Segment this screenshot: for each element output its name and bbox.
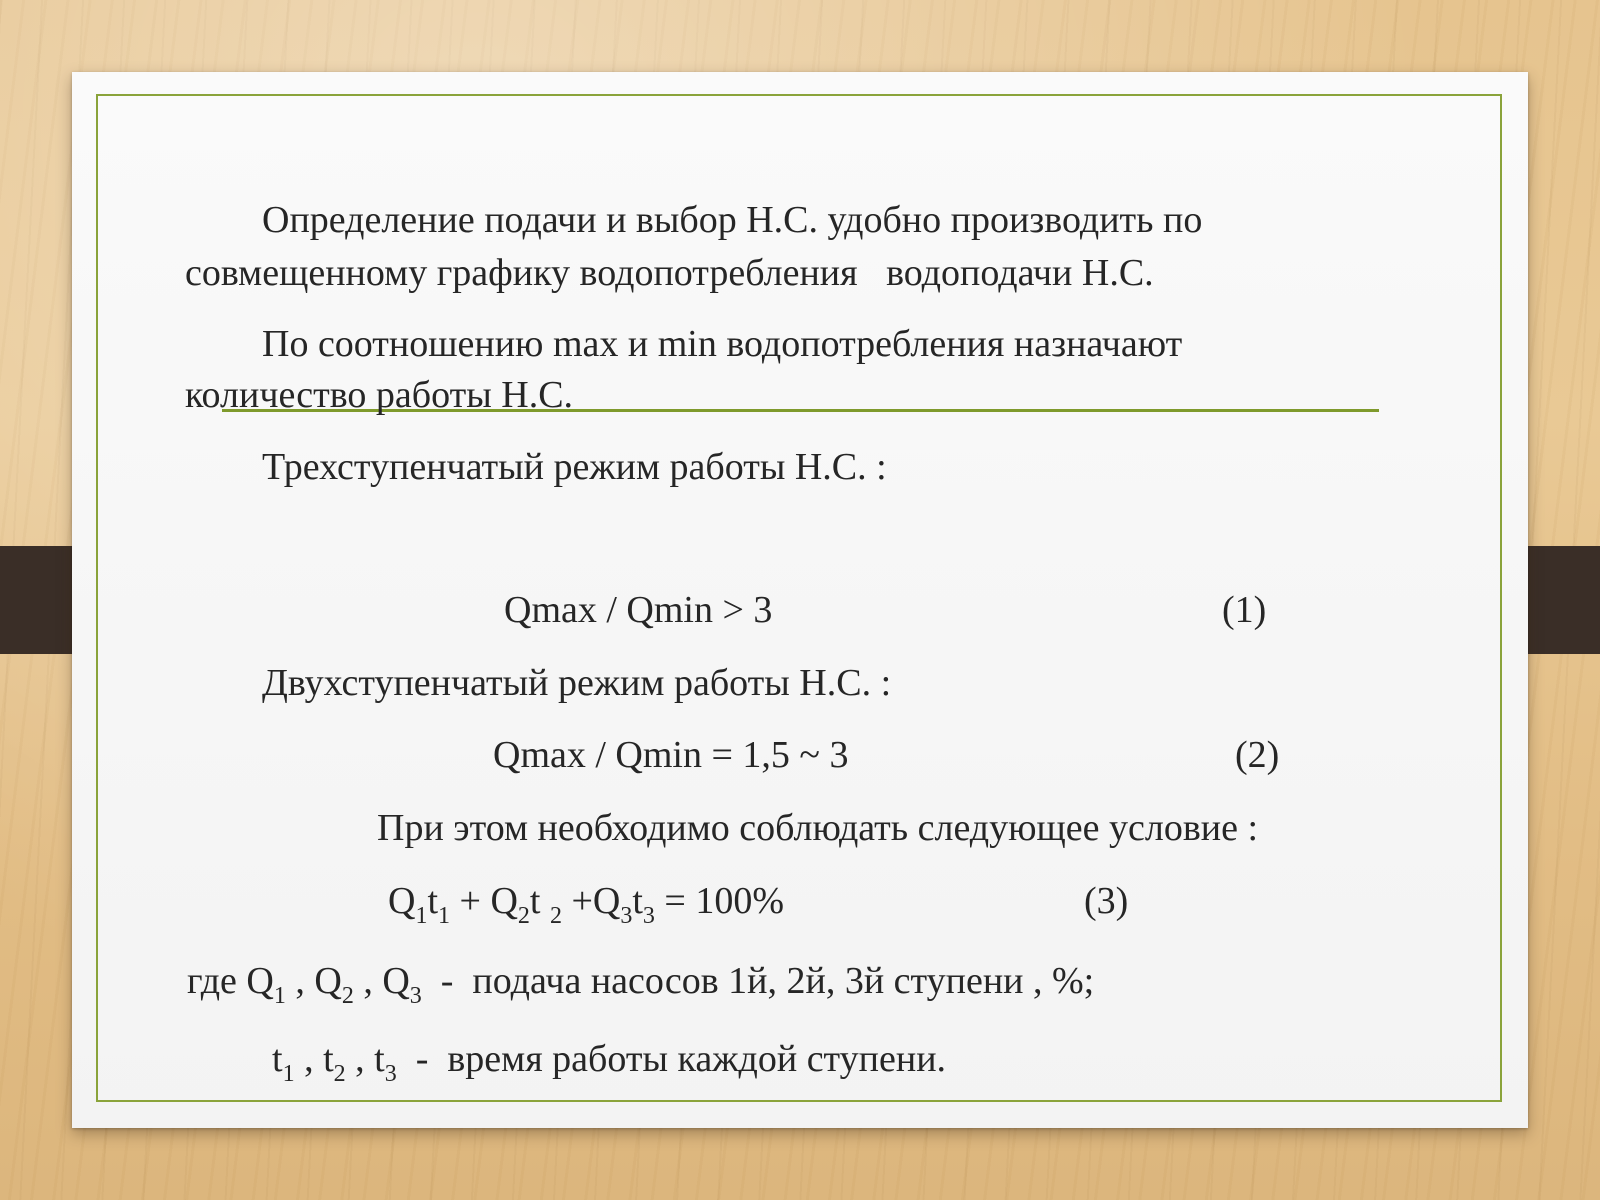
- formula-3-t3: $t_3$: [632, 880, 655, 929]
- paragraph2-line1: По соотношению max и min водопотребления назначают: [262, 323, 1183, 365]
- formula-3-t1: $t_1$: [427, 880, 451, 929]
- formula-2-number: (2): [1235, 734, 1280, 776]
- paragraph1-line2: совмещенному графику водопотребления водоподачи Н.С.: [185, 252, 1154, 294]
- formula-3-q1: $Q_1$: [388, 880, 428, 929]
- formula-1-number: (1): [1222, 589, 1267, 631]
- three-stage-label: Трехступенчатый режим работы Н.С. :: [262, 446, 887, 488]
- legend-t-line: $t_1$ , $t_2$ , $t_3$ - время работы каждой ступени.: [272, 1038, 947, 1087]
- formula-3-tail: = 100%: [664, 880, 785, 922]
- formula-3-q3: $Q_3$: [592, 880, 633, 929]
- formula-2: Qmax / Qmin = 1,5 ~ 3: [493, 734, 849, 776]
- condition-intro: При этом необходимо соблюдать следующее условие :: [377, 807, 1259, 849]
- formula-3-q2: $Q_2$: [490, 880, 530, 929]
- formula-1: Qmax / Qmin > 3: [504, 589, 773, 631]
- legend-q-desc: подача насосов 1й, 2й, 3й ступени , %;: [472, 960, 1095, 1002]
- formula-3: $Q_1t_1 + Q_2t$ $_2 +Q_3t_3 = 100\%$: [388, 880, 785, 929]
- formula-3-number: (3): [1084, 880, 1129, 922]
- paragraph1-line1: Определение подачи и выбор Н.С. удобно производить по: [262, 199, 1203, 241]
- legend-q-line: где $Q_1$ , $Q_2$ , $Q_3$ - подача насосов 1й, 2й, 3й ступени , %;: [187, 960, 1095, 1009]
- two-stage-label: Двухступенчатый режим работы Н.С. :: [262, 662, 892, 704]
- paragraph2-line2: количество работы Н.С.: [185, 374, 574, 416]
- slide-border-frame: [96, 94, 1502, 1102]
- formula-3-t2: t $_2$: [529, 880, 562, 929]
- legend-t-desc: время работы каждой ступени.: [447, 1038, 947, 1080]
